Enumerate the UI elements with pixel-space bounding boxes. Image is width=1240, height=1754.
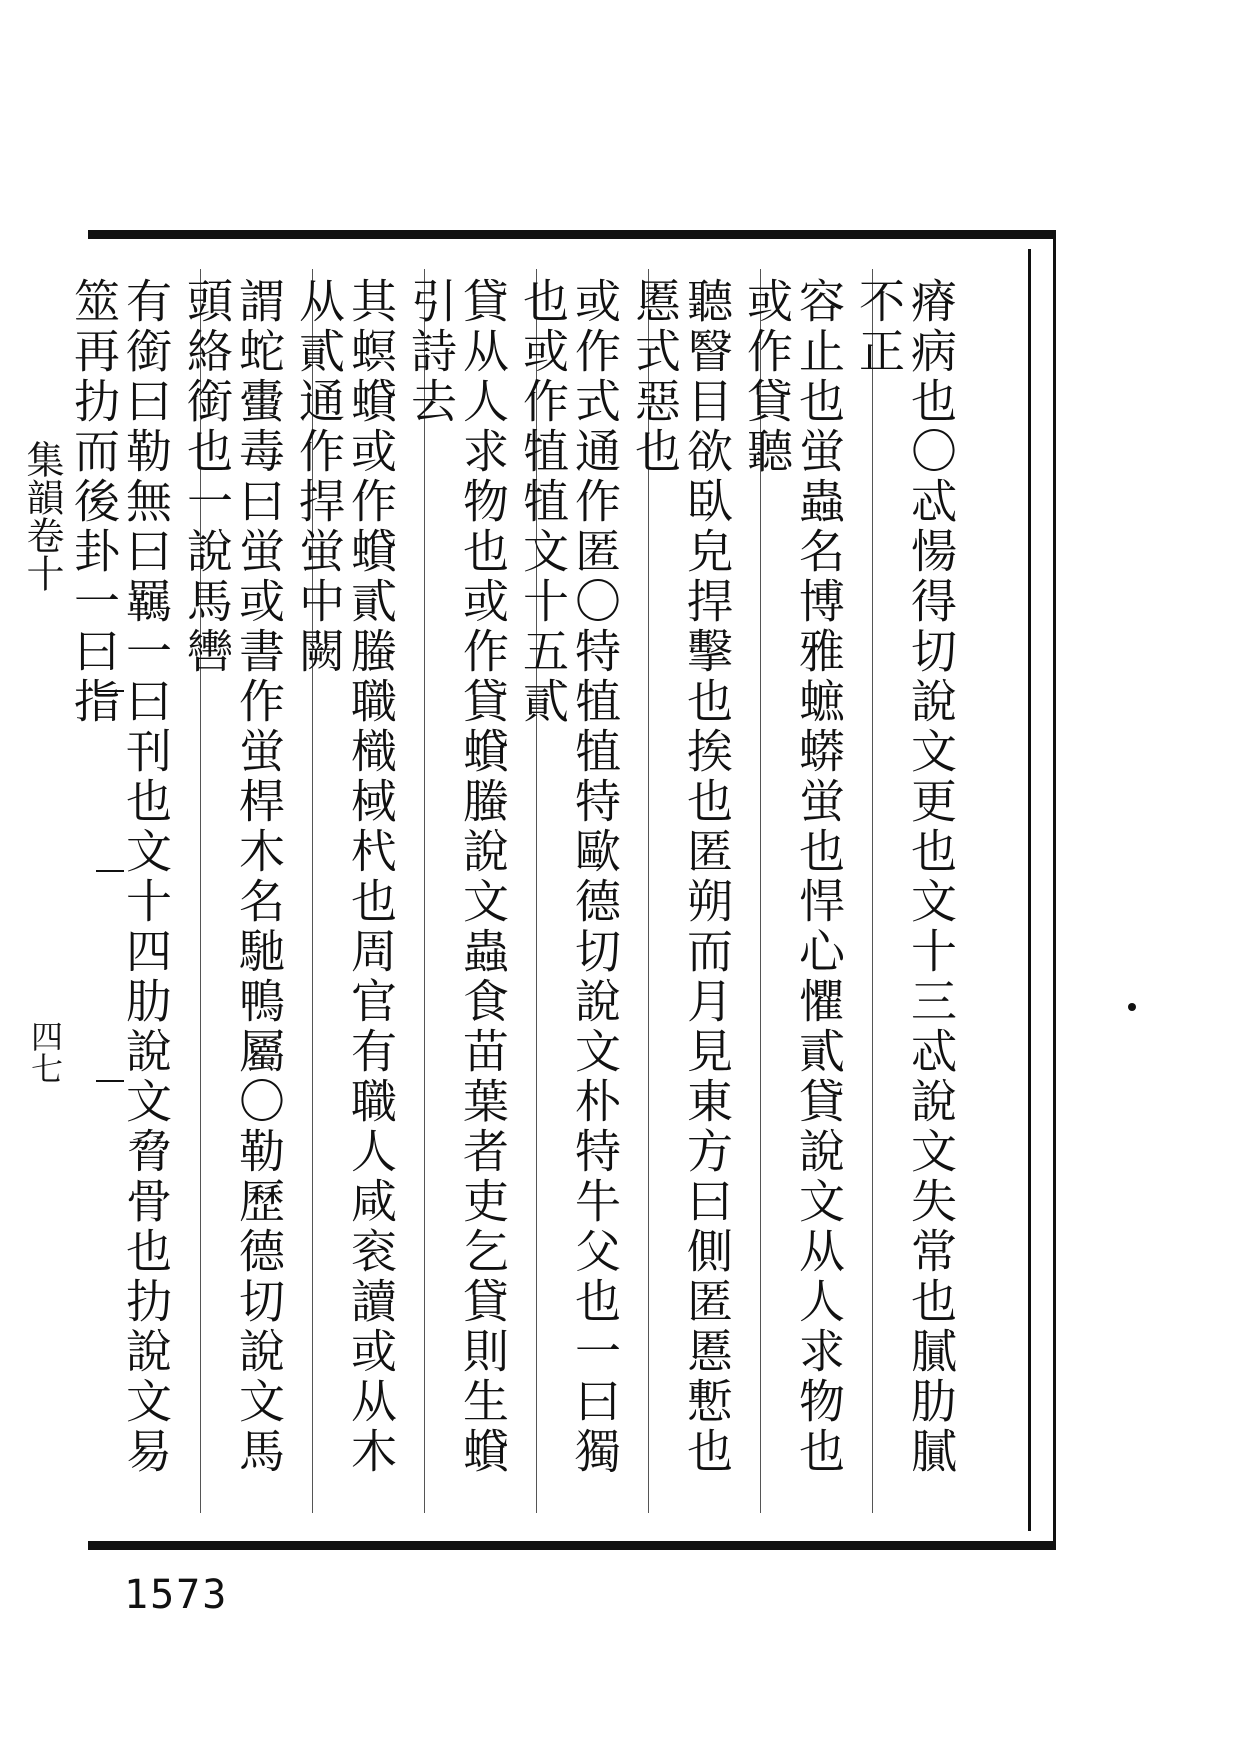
column-text: 有銜曰勒無曰羈一曰刊也文十四肋說文脅骨也扐說文易筮再扐而後卦一曰指	[67, 277, 173, 1477]
column-text: 其螟蟘或作蟘貳螣職樴棫杙也周官有職人咸衮讀或从木从貳通作捍蛍中闕	[292, 277, 398, 1477]
scan-speck	[1128, 1003, 1136, 1011]
text-column-1	[852, 269, 985, 1513]
folio-number: 四七	[26, 1020, 64, 1084]
column-text: 聽瞖目欲臥皃捍擊也挨也匿朔而月見東方曰側匿慝慙也慝式惡也	[628, 277, 734, 1477]
text-block	[67, 249, 1031, 1531]
page-number: 1573	[124, 1572, 229, 1618]
column-text: 瘠病也〇忒愓得切說文更也文十三忒說文失常也膩肋膩不正	[852, 277, 958, 1477]
column-text: 或作式通作匿〇特犆犆特歐德切說文朴特牛父也一曰獨也或作犆犆文十五貳	[516, 277, 622, 1477]
column-text: 謂蛇蟗毒曰蛍或書作蛍桿木名馳鴨屬〇勒歷德切說文馬頭絡銜也一說馬轡	[180, 277, 286, 1477]
volume-title: 集韻卷十	[20, 440, 64, 592]
column-text: 容止也蛍蟲名博雅蟅蟒蛍也悍心懼貳貸說文从人求物也或作貸聽	[740, 277, 846, 1477]
column-text: 貸从人求物也或作貸蟘螣說文蟲食苗葉者吏乞貸則生蟘引詩去	[404, 277, 510, 1477]
page-frame	[67, 230, 1056, 1550]
